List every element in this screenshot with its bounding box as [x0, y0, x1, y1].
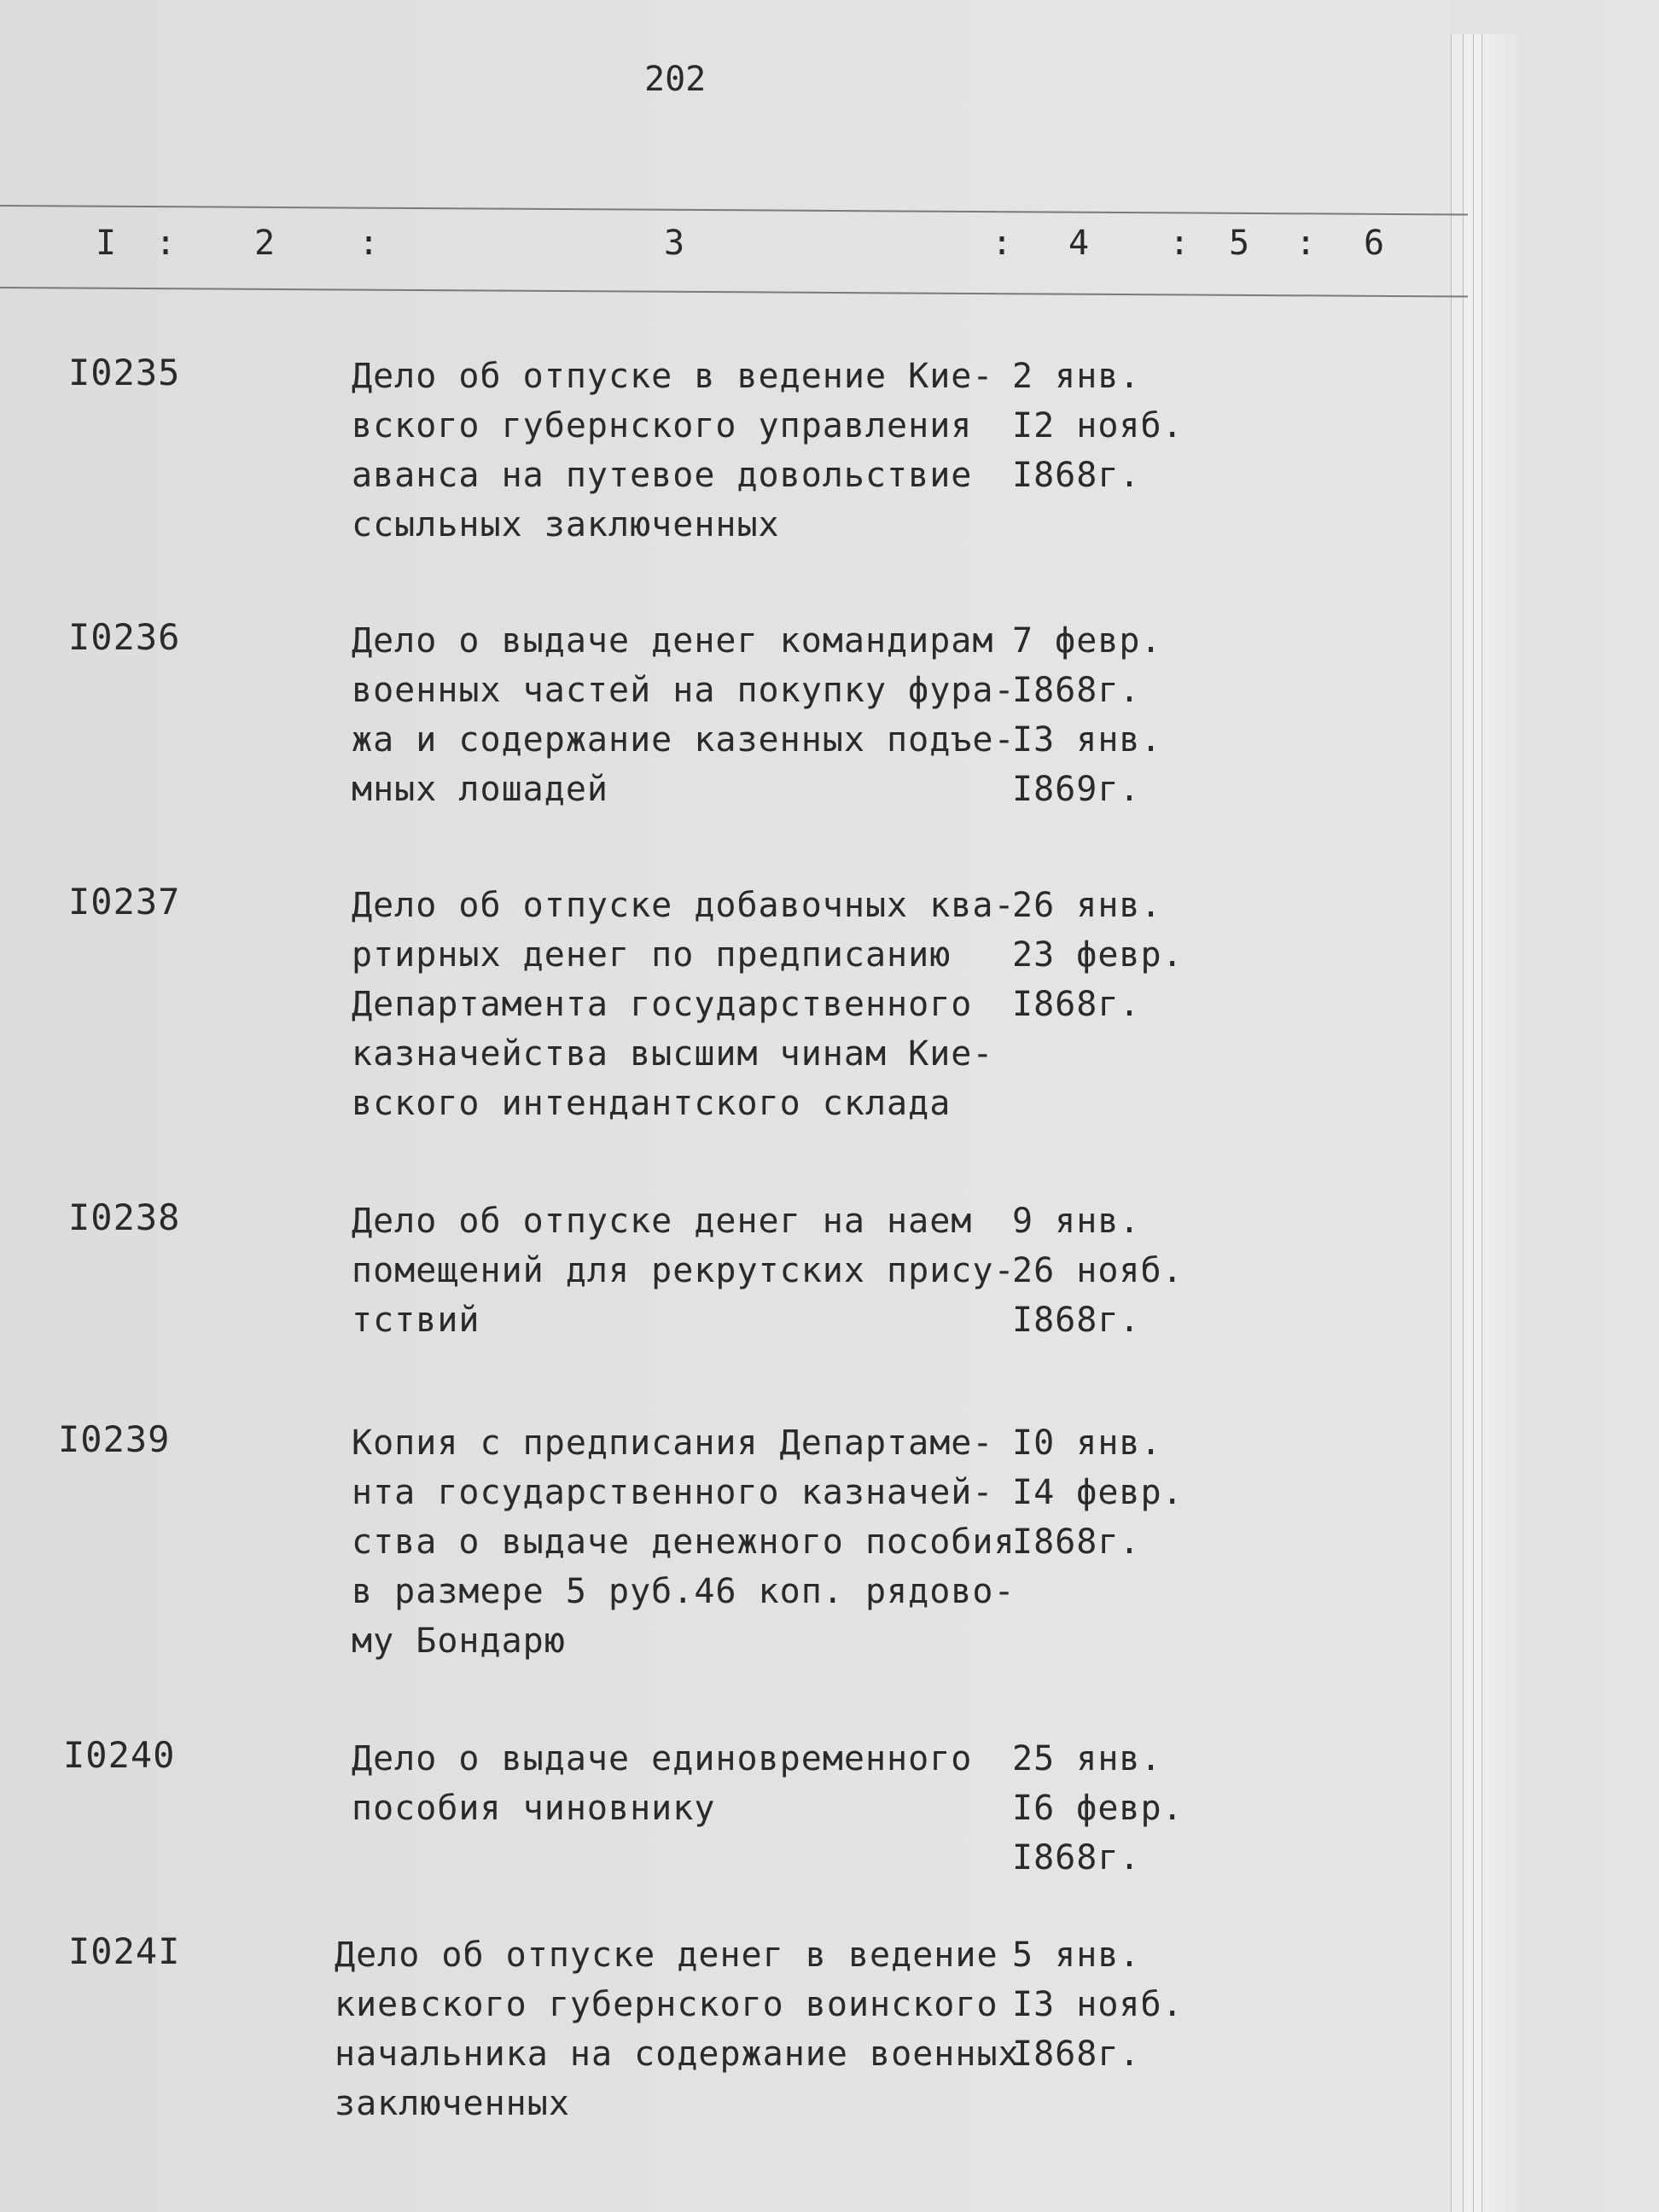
record-dates: 5 янв. I3 нояб. I868г. [1012, 1936, 1184, 2074]
record-description: Дело о выдаче денег командирам военных частей на покупку фура- жа и содержание казенных подъе- мных лошадей [352, 621, 1016, 809]
column-separator: : [358, 224, 380, 263]
column-separator: : [992, 224, 1013, 263]
column-header-2: 2 [254, 224, 276, 263]
record-dates: 25 янв. I6 февр. I868г. [1012, 1739, 1184, 1877]
page-number: 202 [644, 60, 707, 99]
page-edge [1481, 34, 1518, 2212]
record-number: I0235 [68, 352, 181, 393]
column-separator: : [155, 224, 177, 263]
record-number: I0240 [63, 1734, 176, 1776]
record-description: Дело об отпуске денег в ведение киевского губернского воинского начальника на содержание военных заключенных [335, 1936, 1020, 2123]
record-dates: 7 февр. I868г. I3 янв. I869г. [1012, 621, 1162, 809]
column-separator: : [1295, 224, 1317, 263]
record-dates: 2 янв. I2 нояб. I868г. [1012, 357, 1184, 495]
column-header-6: 6 [1364, 224, 1385, 263]
record-description: Копия с предписания Департаме- нта государственного казначей- ства о выдаче денежного пособия в размере 5 руб.46 коп. рядово- му Бондарю [352, 1423, 1016, 1661]
record-dates: I0 янв. I4 февр. I868г. [1012, 1423, 1184, 1562]
column-header-1: I [96, 224, 117, 263]
column-separator: : [1169, 224, 1190, 263]
record-dates: 26 янв. 23 февр. I868г. [1012, 886, 1184, 1024]
record-number: I024I [68, 1930, 181, 1972]
record-number: I0239 [58, 1418, 171, 1460]
record-description: Дело об отпуске денег на наем помещений для рекрутских прису- тствий [352, 1202, 1016, 1340]
record-description: Дело о выдаче единовременного пособия чиновнику [352, 1739, 973, 1828]
record-description: Дело об отпуске добавочных ква- ртирных денег по предписанию Департамента государственного казначейства высшим чинам Кие- вского интендантского склада [352, 886, 1016, 1123]
column-header-4: 4 [1068, 224, 1090, 263]
record-number: I0237 [68, 881, 181, 923]
page-edge [1451, 34, 1464, 2212]
column-header-3: 3 [664, 224, 685, 263]
record-number: I0236 [68, 616, 181, 658]
record-number: I0238 [68, 1196, 181, 1238]
record-dates: 9 янв. 26 нояб. I868г. [1012, 1202, 1184, 1340]
column-header-5: 5 [1229, 224, 1250, 263]
record-description: Дело об отпуске в ведение Кие- вского губернского управления аванса на путевое довольствие ссыльных заключенных [352, 357, 994, 544]
